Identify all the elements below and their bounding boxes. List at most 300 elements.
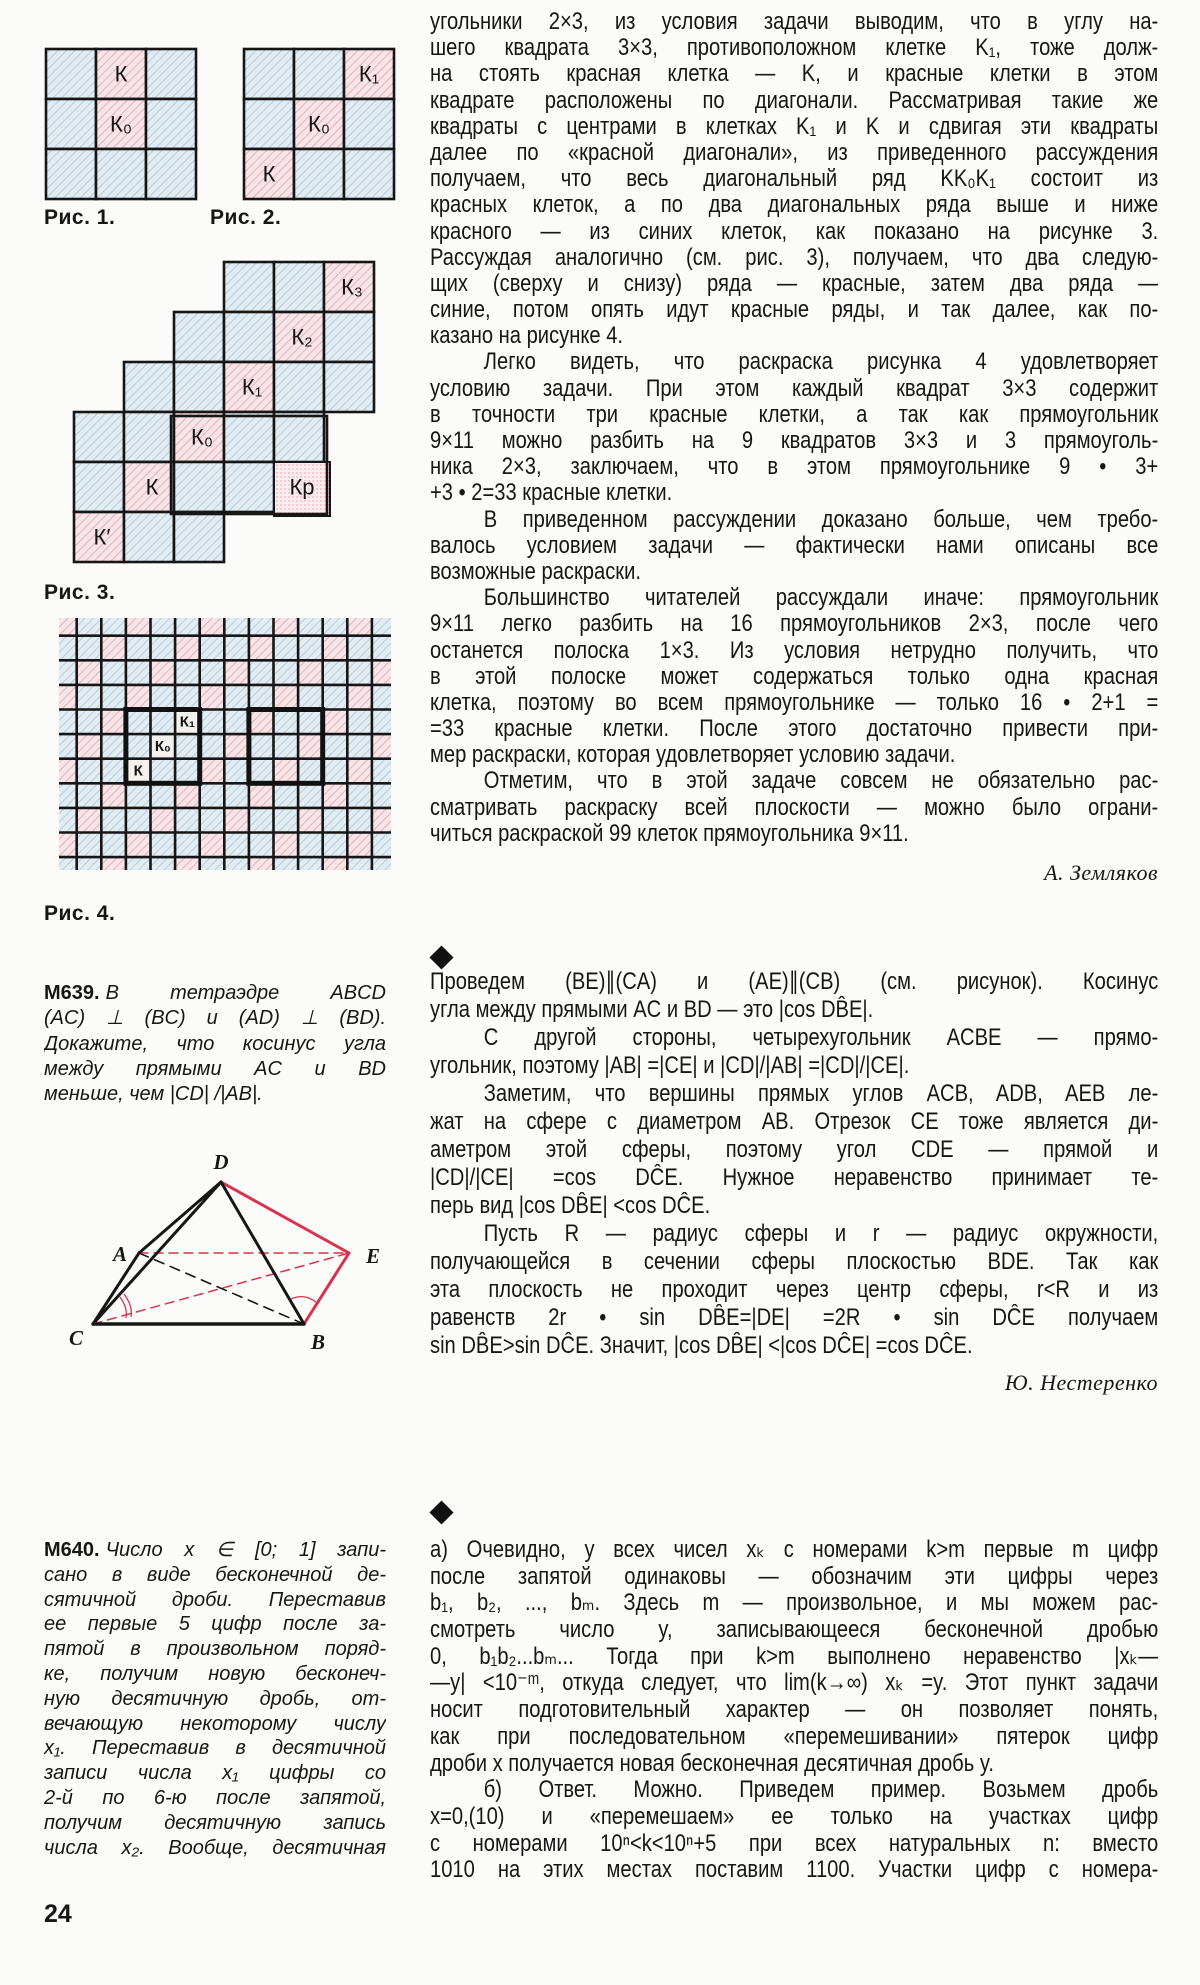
paragraph-line [430,1220,1158,1248]
blue-cell [249,833,274,858]
line-text: останется полоска 1×3. Из условия нетрудно получить, что [430,637,1158,664]
line-text: получаем, что весь диагональный ряд KK₀K₁ состоит из [430,166,1158,193]
vertex-label: E [365,1244,381,1268]
line-text: Большинство читателей рассуждали иначе: прямоугольник [483,585,1158,612]
line-text: мер раскраски, которая удовлетворяет условию задачи. [430,742,956,769]
problem-text: ную десятичную дробь, от- [44,1687,386,1710]
problem-text: (AC) ⊥ (BC) и (AD) ⊥ (BD). [44,1007,386,1030]
paragraph-line [430,1304,1158,1332]
line-text: с номерами 10ⁿ<k<10ⁿ+5 при всех натуральных n: вместо [430,1830,1158,1857]
red-cell [347,685,372,710]
problem-statement-line [44,1057,386,1082]
blue-cell [151,783,176,808]
line-text: дроби x получается новая бесконечная десятичная дробь y. [430,1750,995,1777]
blue-cell [347,660,372,685]
problem-number: M639. [44,982,100,1004]
blue-cell [96,149,146,199]
blue-cell [77,685,102,710]
solution-m638-continued [430,9,1158,847]
paragraph-line [430,271,1158,297]
paragraph-line [430,1617,1158,1644]
red-cell [224,808,249,833]
line-text: в этой полоске может содержаться только одна красная [430,663,1158,690]
red-cell [175,783,200,808]
paragraph-line [430,664,1158,690]
blue-cell [224,857,249,870]
paragraph-line [430,1192,1158,1220]
cell-label: К [114,61,128,87]
blue-cell [224,312,274,362]
blue-cell [224,685,249,710]
red-cell [77,734,102,759]
vertex-label: D [213,1150,229,1174]
blue-cell [126,660,151,685]
blue-cell [151,636,176,661]
blue-cell [372,833,391,858]
cell-label: К [145,474,159,500]
author-signature: А. Земляков [1044,860,1158,885]
blue-cell [224,759,249,784]
blue-cell [274,660,299,685]
edge-AB-dashed [139,1253,304,1324]
problem-statement-line [44,1588,386,1613]
red-cell [249,636,274,661]
problem-text: 2-й по 6-ю после запятой, [44,1786,386,1809]
blue-cell [324,362,374,412]
line-text: смотреть число y, записывающееся бесконечной дробью [430,1617,1158,1644]
paragraph-line [430,323,1158,349]
red-cell [175,636,200,661]
red-cell [298,734,323,759]
red-cell [249,857,274,870]
red-cell [323,857,348,870]
blue-cell [174,512,224,562]
blue-cell [372,783,391,808]
problem-text: x₁. Переставив в десятичной [44,1737,386,1760]
blue-cell [175,618,200,636]
line-text: получающейся в сечении сферы плоскостью BDE. Так как [430,1248,1158,1275]
problem-m639 [44,981,386,1107]
problem-statement-line [44,1736,386,1761]
blue-cell [200,783,225,808]
problem-text: В тетраэдре ABCD [105,982,386,1004]
blue-cell [59,710,77,735]
problem-text: меньше, чем |CD| /|AB|. [44,1083,263,1106]
blue-cell [347,734,372,759]
paragraph-line [430,742,1158,768]
line-text: sin DB̂E>sin DĈE. Значит, |cos DB̂E| <|cos DĈE| =cos DĈE. [430,1332,973,1359]
blue-cell [372,759,391,784]
cell-label: К [262,161,276,187]
problem-m640 [44,1538,386,1860]
blue-cell [274,734,299,759]
blue-cell [46,149,96,199]
line-text: жат на сфере с диаметром AB. Отрезок CE тоже является ди- [430,1108,1158,1135]
problem-statement-line [44,1712,386,1737]
line-text: как при последовательном «перемешивании» пятерок цифр [430,1723,1158,1750]
red-cell [151,808,176,833]
paragraph-line [430,88,1158,114]
red-cell [323,783,348,808]
blue-cell [175,734,200,759]
blue-cell [175,808,200,833]
red-cell [200,833,225,858]
blue-cell [101,833,126,858]
blue-cell [274,262,324,312]
blue-cell [59,734,77,759]
blue-cell [323,833,348,858]
line-text: после запятой одинаковы — обозначим эти цифры через [430,1563,1158,1590]
blue-cell [175,759,200,784]
red-cell [274,759,299,784]
blue-cell [200,636,225,661]
blue-cell [249,759,274,784]
figure-4-caption: Рис. 4. [44,902,116,925]
blue-cell [224,262,274,312]
tetrahedron-diagram [60,1150,400,1354]
line-text: щих (сверху и снизу) ряда — красные, затем два ряда — [430,270,1158,297]
blue-cell [101,618,126,636]
paragraph-line [430,1248,1158,1276]
blue-cell [77,618,102,636]
paragraph-line [430,690,1158,716]
red-cell [224,734,249,759]
line-text: синие, потом опять идут красные ряды, и так далее, как по- [430,297,1158,324]
line-text: 9×11 легко разбить на 16 прямоугольников 2×3, после чего [430,611,1158,638]
line-text: эта плоскость не проходит через центр сферы, r<R и из [430,1276,1158,1303]
paragraph-line [430,480,1158,506]
paragraph-line [430,1724,1158,1751]
paragraph-line [430,219,1158,245]
problem-statement-line [44,1811,386,1836]
problem-statement-line [44,1662,386,1687]
line-text: угольник, поэтому |AB| =|CE| и |CD|/|AB| =|CD|/|CE|. [430,1052,910,1079]
problem-statement-line [44,1612,386,1637]
blue-cell [224,462,274,512]
blue-cell [126,783,151,808]
blue-cell [74,412,124,462]
blue-cell [323,808,348,833]
problem-text: числа x₂. Вообще, десятичная [44,1836,386,1859]
line-text: В приведенном рассуждении доказано больше, чем требо- [483,506,1158,533]
blue-cell [372,618,391,636]
line-text: красного — из синих клеток, как показано на рисунке 3. [430,218,1158,245]
blue-cell [249,685,274,710]
paragraph-line [430,1644,1158,1671]
solution-m640 [430,1537,1158,1884]
vertex-label: C [68,1326,84,1350]
red-cell [101,636,126,661]
blue-cell [101,759,126,784]
blue-cell [200,734,225,759]
paragraph-line [430,638,1158,664]
cell-label: К [133,762,143,780]
blue-cell [249,618,274,636]
red-cell [372,808,391,833]
line-text: 1010 на этих местах поставим 1100. Участки цифр с номера- [430,1857,1158,1884]
paragraph-line [430,428,1158,454]
blue-cell [59,808,77,833]
problem-statement-line [44,1032,386,1057]
blue-cell [347,636,372,661]
blue-cell [249,734,274,759]
line-text: С другой стороны, четырехугольник ACBE — прямо- [483,1024,1158,1051]
blue-cell [124,412,174,462]
figure-1-caption: Рис. 1. [44,206,116,229]
blue-cell [59,636,77,661]
line-text: возможные раскраски. [430,558,641,585]
paragraph-line [430,1564,1158,1591]
line-text: 9×11 можно разбить на 9 квадратов 3×3 и 3 прямоуголь- [430,428,1158,454]
blue-cell [372,636,391,661]
blue-cell [146,49,196,99]
figure-4-colored-plane [59,618,391,870]
line-text: красных клеток, а по два диагональных ряда выше и ниже [430,192,1158,219]
blue-cell [323,759,348,784]
paragraph-line [430,611,1158,637]
red-cell [224,660,249,685]
red-cell [101,857,126,870]
figure-3-staircase-grid [72,260,382,564]
cell-label: К₀ [191,424,213,450]
cell-label: К₁ [358,61,380,87]
line-text: 0, b₁b₂...bₘ... Тогда при k>m выполнено неравенство |xₖ— [430,1643,1158,1670]
blue-cell [274,710,299,735]
red-cell [298,660,323,685]
problem-text: сано в виде бесконечной де- [44,1563,386,1586]
blue-cell [347,783,372,808]
blue-cell [344,99,394,149]
line-text: в точности три красные клетки, а так как прямоугольник [430,401,1158,428]
red-cell [323,636,348,661]
paragraph-line [430,1804,1158,1831]
paragraph-line [430,1164,1158,1192]
red-cell [372,734,391,759]
problem-text: Число x ∈ [0; 1] запи- [105,1539,386,1561]
blue-cell [274,412,324,462]
blue-cell [298,685,323,710]
paragraph-line [430,1590,1158,1617]
problem-statement-line [44,1538,386,1563]
line-text: шего квадрата 3×3, противоположном клетке K₁, тоже долж- [430,35,1158,62]
problem-statement-line [44,1563,386,1588]
line-text: равенств 2r • sin DB̂E=|DE| =2R • sin DĈE получаем [430,1304,1158,1331]
blue-cell [101,808,126,833]
cell-label: К₃ [341,274,363,300]
line-text: Отметим, что в этой задаче совсем не обязательно рас- [483,768,1158,795]
paragraph-line [430,1332,1158,1360]
problem-statement-line [44,1761,386,1786]
paragraph-line [430,1697,1158,1724]
blue-cell [372,685,391,710]
problem-statement-line [44,1082,386,1107]
line-text: x=0,(10) и «перемешаем» ее только на участках цифр [430,1803,1158,1830]
red-cell [200,618,225,636]
blue-cell [59,783,77,808]
line-text: Заметим, что вершины прямых углов ACB, ADB, AEB ле- [483,1080,1158,1107]
paragraph-line [430,1024,1158,1052]
paragraph-line [430,996,1158,1024]
cell-label: К₁ [179,713,196,731]
blue-cell [274,362,324,412]
problem-statement-line [44,981,386,1006]
blue-cell [175,685,200,710]
figure-2-caption: Рис. 2. [210,206,282,229]
blue-cell [298,636,323,661]
line-text: Проведем (BE)∥(CA) и (AE)∥(CB) (см. рисунок). Косинус [430,968,1158,995]
blue-cell [274,857,299,870]
blue-cell [175,660,200,685]
blue-cell [344,149,394,199]
figure-3-caption: Рис. 3. [44,581,116,604]
blue-cell [146,149,196,199]
blue-cell [59,660,77,685]
red-cell [200,685,225,710]
line-text: условию задачи. При этом каждый квадрат 3×3 содержит [430,375,1158,402]
blue-cell [298,618,323,636]
line-text: читься раскраской 99 клеток прямоугольника 9×11. [430,820,909,847]
blue-cell [324,312,374,362]
line-text: Легко видеть, что раскраска рисунка 4 удовлетворяет [483,349,1158,376]
blue-cell [323,734,348,759]
line-text: квадраты с центрами в клетках K₁ и K и сдвигая эти квадраты [430,113,1158,140]
blue-cell [126,808,151,833]
blue-cell [59,857,77,870]
blue-cell [347,857,372,870]
problem-statement-line [44,1006,386,1031]
paragraph-line [430,1136,1158,1164]
blue-cell [101,734,126,759]
problem-text: ее первые 5 цифр после за- [44,1613,386,1636]
diamond-marker-icon [429,945,453,969]
blue-cell [151,833,176,858]
problem-text: Докажите, что косинус угла [44,1032,386,1055]
paragraph-line [430,1276,1158,1304]
blue-cell [323,660,348,685]
problem-statement-line [44,1786,386,1811]
problem-statement-line [44,1637,386,1662]
paragraph-line [430,1670,1158,1697]
author-signature: Ю. Нестеренко [1004,1370,1158,1395]
vertex-label: B [310,1330,326,1354]
blue-cell [323,685,348,710]
line-text: =33 красные клетки. После этого достаточно привести при- [430,716,1158,743]
line-text: b₁, b₂, ..., bₘ. Здесь m — произвольное, и мы можем рас- [430,1590,1158,1617]
cell-label: К′ [93,524,111,550]
blue-cell [200,808,225,833]
red-cell [151,660,176,685]
line-text: квадрате расположены по диагонали. Рассматривая такие же [430,87,1158,114]
line-text: угольники 2×3, из условия задачи выводим, что в углу на- [430,9,1158,35]
paragraph-line [430,1108,1158,1136]
red-cell [274,833,299,858]
problem-statement-line [44,1836,386,1861]
line-text: валось условием задачи — фактически нами описаны все [430,532,1158,559]
line-text: +3 • 2=33 красные клетки. [430,480,673,507]
paragraph-line [430,166,1158,192]
line-text: казано на рисунке 4. [430,323,624,350]
blue-cell [244,49,294,99]
blue-cell [249,660,274,685]
angle-arc-B [291,1297,316,1302]
paragraph-line [430,821,1158,847]
red-cell [372,660,391,685]
blue-cell [274,783,299,808]
red-cell [249,783,274,808]
paragraph-line [430,376,1158,402]
blue-cell [200,660,225,685]
blue-cell [126,734,151,759]
edge-DA [139,1182,221,1253]
paragraph-line [430,507,1158,533]
paragraph-line [430,402,1158,428]
problem-text: получим десятичную запись [44,1811,386,1834]
paragraph-line [430,192,1158,218]
problem-statement-line [44,1687,386,1712]
cell-label: К₂ [291,324,313,350]
paragraph-line [430,297,1158,323]
blue-cell [298,857,323,870]
blue-cell [294,149,344,199]
blue-cell [294,49,344,99]
paragraph-line [430,35,1158,61]
paragraph-line [430,140,1158,166]
cell-label: К₁ [241,374,263,400]
paragraph-line [430,1857,1158,1884]
line-text: клетка, поэтому во всем прямоугольнике — только 16 • 2+1 = [430,689,1158,716]
red-cell [126,618,151,636]
red-cell [323,710,348,735]
line-text: |CD|/|CE| =cos DĈE. Нужное неравенство принимает те- [430,1164,1158,1191]
paragraph-line [430,585,1158,611]
blue-cell [74,462,124,512]
blue-cell [224,833,249,858]
paragraph-line [430,245,1158,271]
blue-cell [372,857,391,870]
red-cell [59,685,77,710]
problem-text: вечающую некоторому числу [44,1712,386,1735]
blue-cell [298,759,323,784]
blue-cell [274,636,299,661]
red-cell [77,660,102,685]
problem-text: сятичной дроби. Переставив [44,1588,386,1611]
problem-number: M640. [44,1539,100,1561]
vertex-label: A [112,1242,128,1266]
red-cell [347,618,372,636]
paragraph-line [430,454,1158,480]
blue-cell [126,710,151,735]
red-cell [175,857,200,870]
paragraph-line [430,559,1158,585]
cell-label: К₀ [308,111,330,137]
red-cell [101,783,126,808]
blue-cell [224,412,274,462]
blue-cell [151,685,176,710]
red-cell [59,759,77,784]
blue-cell [124,512,174,562]
blue-cell [323,618,348,636]
problem-text: пятой в произвольном поряд- [44,1638,386,1661]
blue-cell [244,99,294,149]
blue-cell [174,362,224,412]
paragraph-line [430,1080,1158,1108]
blue-cell [77,833,102,858]
figure-1-grid [44,47,200,201]
blue-cell [77,857,102,870]
blue-cell [151,857,176,870]
line-text: аметром этой сферы, поэтому угол CDE — прямой и [430,1136,1158,1163]
blue-cell [372,710,391,735]
